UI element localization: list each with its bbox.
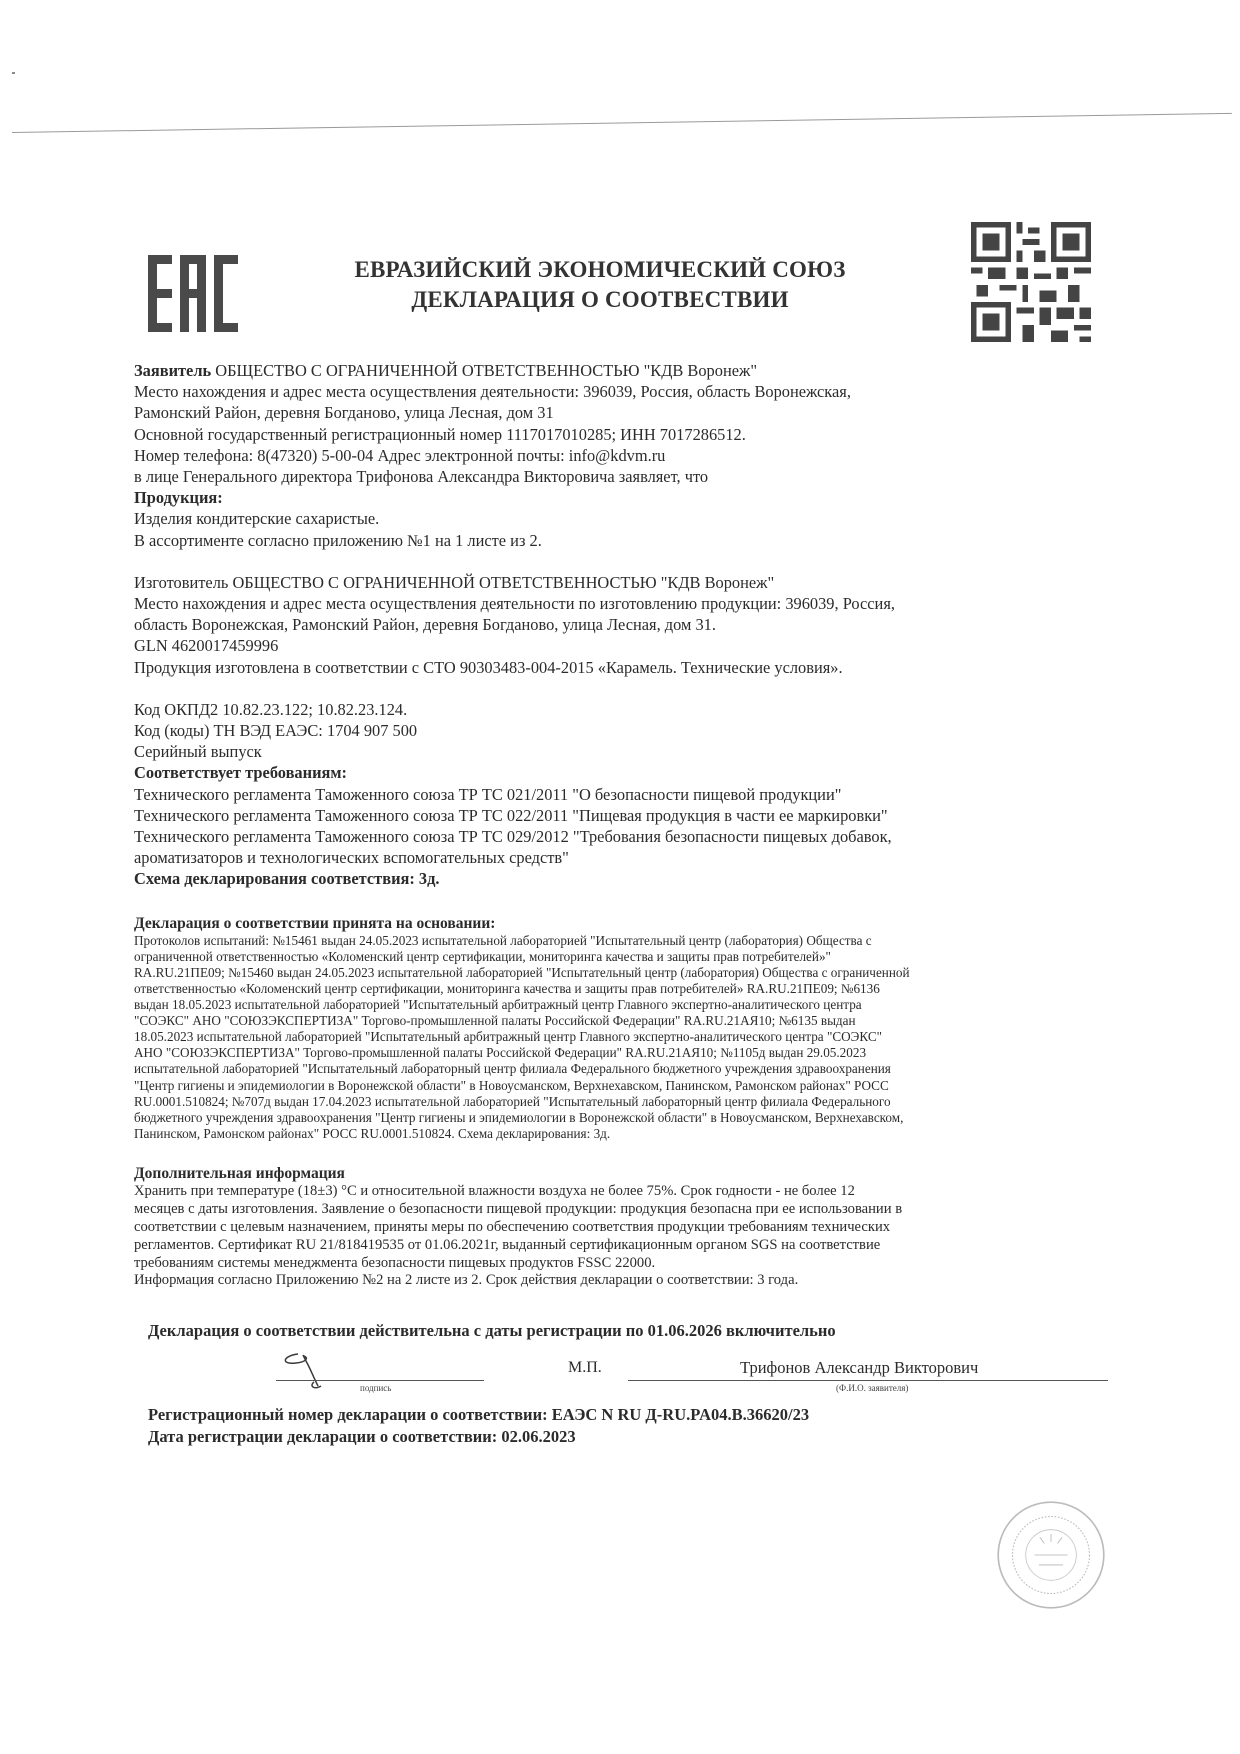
- basis-line: ответственностью «Коломенский центр сертификации, мониторинга качества и защиты прав потребителей» RA.RU.21ПЕ09; №6136: [134, 980, 880, 996]
- basis-line: RU.0001.510824; №707д выдан 17.04.2023 испытательной лабораторией "Испытательный лабораторный центр филиала Федерального: [134, 1093, 891, 1109]
- signature-caption: подпись: [360, 1383, 392, 1394]
- applicant-representative: в лице Генерального директора Трифонова Александра Викторовича заявляет, что: [134, 467, 709, 487]
- code-okpd2: Код ОКПД2 10.82.23.122; 10.82.23.124.: [134, 699, 408, 719]
- basis-line: бюджетного учреждения здравоохранения "Центр гигиены и эпидемиологии в Воронежской области" в Новоусманском, Верхнехавском,: [134, 1109, 904, 1125]
- requirement-item: Технического регламента Таможенного союза ТР ТС 022/2011 "Пищевая продукция в части ее маркировки": [134, 805, 888, 825]
- applicant-contacts: Номер телефона: 8(47320) 5-00-04 Адрес электронной почты: info@kdvm.ru: [134, 445, 666, 465]
- validity-statement: Декларация о соответствии действительна с даты регистрации по 01.06.2026 включительно: [148, 1321, 836, 1341]
- additional-line: Информация согласно Приложению №2 на 2 листе из 2. Срок действия декларации о соответствии: 3 года.: [134, 1272, 799, 1289]
- header-union-title: ЕВРАЗИЙСКИЙ ЭКОНОМИЧЕСКИЙ СОЮЗ: [354, 257, 846, 282]
- header-declaration-title: ДЕКЛАРАЦИЯ О СООТВЕСТВИИ: [411, 287, 789, 312]
- additional-line: требованиям системы менеджмента безопасности пищевых продуктов FSSC 22000.: [134, 1254, 656, 1271]
- signer-caption: (Ф.И.О. заявителя): [836, 1383, 909, 1394]
- applicant-label: Заявитель: [134, 361, 212, 380]
- requirement-item: Технического регламента Таможенного союза ТР ТС 029/2012 "Требования безопасности пищевых добавок,: [134, 827, 892, 847]
- document-header: [300, 255, 900, 315]
- manufacturer-gln: GLN 4620017459996: [134, 636, 279, 656]
- signature-row: [148, 1356, 1114, 1404]
- additional-line: регламентов. Сертификат RU 21/818419535 от 01.06.2021г, выданный сертификационным органом SGS на соответствие: [134, 1236, 881, 1253]
- requirement-item: Технического регламента Таможенного союза ТР ТС 021/2011 "О безопасности пищевой продукции": [134, 784, 842, 804]
- basis-line: "СОЭКС" АНО "СОЮЗЭКСПЕРТИЗА" Торгово-промышленной палаты Российской Федерации" RA.RU.21АЯ10; №6135 выдан: [134, 1013, 856, 1029]
- additional-line: соответствии с целевым назначением, приняты меры по обеспечению соответствия продукции требованиям технических: [134, 1218, 891, 1235]
- applicant-ogrn: Основной государственный регистрационный номер 1117017010285; ИНН 7017286512.: [134, 424, 746, 444]
- requirements-label: Соответствует требованиям:: [134, 763, 348, 783]
- basis-line: Протоколов испытаний: №15461 выдан 24.05.2023 испытательной лабораторией "Испытательный центр (лаборатория) Общества с: [134, 932, 872, 948]
- basis-line: ограниченной ответственностью «Коломенский центр сертификации, мониторинга качества и защиты прав потребителей»": [134, 948, 831, 964]
- product-label: Продукция:: [134, 488, 223, 508]
- applicant-line: [134, 360, 1114, 381]
- declaration-footer: [134, 1320, 1114, 1448]
- basis-line: испытательной лабораторией "Испытательный лабораторный центр филиала Федерального бюджетного учреждения здравоохранения: [134, 1061, 891, 1077]
- applicant-address-1: Место нахождения и адрес места осуществления деятельности: 396039, Россия, область Воронежская,: [134, 382, 851, 402]
- basis-line: Панинском, Рамонском районах" РОСС RU.0001.510824. Схема декларирования: 3д.: [134, 1125, 611, 1141]
- basis-line: "Центр гигиены и эпидемиологии в Воронежской области" в Новоусманском, Верхнехавском, Панинском, Рамонском районах" РОСС: [134, 1077, 889, 1093]
- name-line: [628, 1380, 1108, 1381]
- basis-line: RA.RU.21ПЕ09; №15460 выдан 24.05.2023 испытательной лабораторией "Испытательный центр (лаборатория) Общества с ограниченной: [134, 964, 910, 980]
- manufacturer-name: Изготовитель ОБЩЕСТВО С ОГРАНИЧЕННОЙ ОТВЕТСТВЕННОСТЬЮ "КДВ Воронеж": [134, 572, 775, 592]
- scan-edge-line: [12, 113, 1232, 133]
- declaration-scheme: Схема декларирования соответствия: 3д.: [134, 869, 440, 889]
- product-assortment: В ассортименте согласно приложению №1 на 1 листе из 2.: [134, 530, 542, 550]
- manufacturer-standard: Продукция изготовлена в соответствии с СТО 90303483-004-2015 «Карамель. Технические условия».: [134, 657, 843, 677]
- qr-code-icon: [968, 222, 1094, 342]
- registration-number: Регистрационный номер декларации о соответствии: ЕАЭС N RU Д-RU.PA04.B.36620/23: [148, 1405, 810, 1425]
- basis-line: выдан 18.05.2023 испытательной лабораторией "Испытательный арбитражный центр Главного экспертно-аналитического центра: [134, 997, 862, 1013]
- basis-line: 18.05.2023 испытательной лабораторией "Испытательный арбитражный центр Главного экспертно-аналитического центра "СОЭКС": [134, 1029, 882, 1045]
- additional-line: Хранить при температуре (18±3) °С и относительной влажности воздуха не более 75%. Срок годности - не более 12: [134, 1182, 855, 1199]
- signature-line: [276, 1380, 484, 1381]
- seal-label: М.П.: [568, 1359, 602, 1377]
- release-type: Серийный выпуск: [134, 742, 262, 762]
- signer-name: Трифонов Александр Викторович: [740, 1358, 979, 1378]
- declaration-body: [134, 360, 1114, 1448]
- applicant-name: ОБЩЕСТВО С ОГРАНИЧЕННОЙ ОТВЕТСТВЕННОСТЬЮ "КДВ Воронеж": [211, 361, 758, 380]
- company-seal-stamp-icon: [996, 1500, 1106, 1610]
- additional-line: месяцев с даты изготовления. Заявление о безопасности пищевой продукции: продукция безопасна при ее использовании в: [134, 1200, 903, 1217]
- manufacturer-address-1: Место нахождения и адрес места осуществления деятельности по изготовлению продукции: 396039, Россия,: [134, 594, 895, 614]
- additional-title: Дополнительная информация: [134, 1164, 345, 1182]
- document-top: [148, 222, 1094, 344]
- eac-logo-icon: [148, 255, 238, 332]
- basis-title: Декларация о соответствии принята на основании:: [134, 914, 496, 932]
- basis-line: АНО "СОЮЗЭКСПЕРТИЗА" Торгово-промышленной палаты Российской Федерации" RA.RU.21АЯ10; №1105д выдан 29.05.2023: [134, 1045, 867, 1061]
- product-name: Изделия кондитерские сахаристые.: [134, 509, 380, 529]
- handwritten-signature-icon: [276, 1346, 336, 1390]
- scan-speck: [12, 72, 15, 74]
- requirement-item: ароматизаторов и технологических вспомогательных средств": [134, 848, 569, 868]
- manufacturer-address-2: область Воронежская, Рамонский Район, деревня Богданово, улица Лесная, дом 31.: [134, 615, 716, 635]
- applicant-address-2: Рамонский Район, деревня Богданово, улица Лесная, дом 31: [134, 403, 554, 423]
- registration-date: Дата регистрации декларации о соответствии: 02.06.2023: [148, 1427, 576, 1447]
- code-tnved: Код (коды) ТН ВЭД ЕАЭС: 1704 907 500: [134, 721, 418, 741]
